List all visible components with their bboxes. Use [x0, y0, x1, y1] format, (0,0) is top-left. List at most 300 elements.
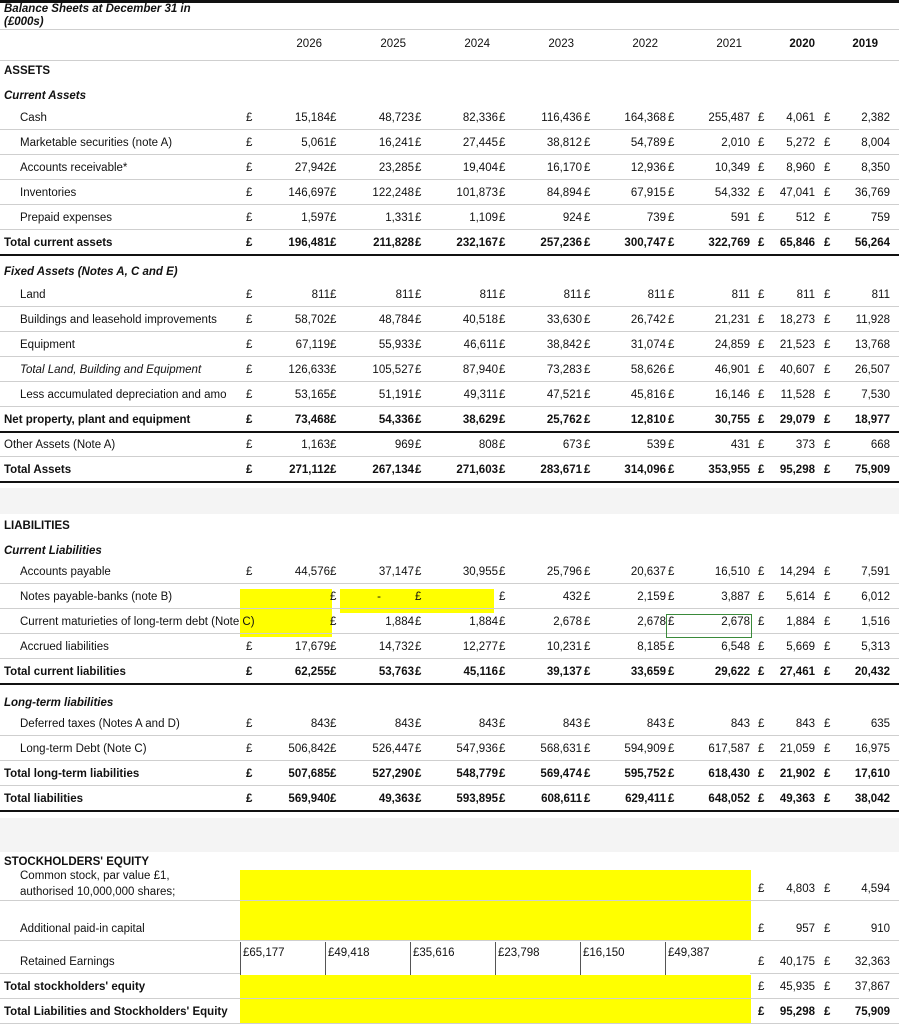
currency-symbol: £: [824, 566, 831, 578]
currency-symbol: £: [758, 464, 765, 476]
cell-value[interactable]: 507,685: [288, 768, 330, 780]
cell-value[interactable]: 811: [647, 289, 666, 301]
cell-value[interactable]: 49,311: [463, 389, 498, 401]
cell-value[interactable]: 10,231: [546, 641, 582, 653]
currency-symbol: £: [330, 616, 337, 628]
cell-value[interactable]: 232,167: [456, 237, 498, 249]
cell-value[interactable]: 267,134: [372, 464, 414, 476]
currency-symbol: £: [668, 666, 675, 678]
currency-symbol: £: [824, 1006, 831, 1018]
cell-value[interactable]: 27,942: [294, 162, 330, 174]
cell-value[interactable]: 31,074: [630, 339, 666, 351]
currency-symbol: £: [824, 883, 831, 895]
cell-value[interactable]: 300,747: [624, 237, 666, 249]
cell-value[interactable]: 255,487: [708, 112, 750, 124]
cell-value[interactable]: 146,697: [288, 187, 330, 199]
cell-value[interactable]: 53,763: [378, 666, 414, 678]
cell-value[interactable]: 54,332: [714, 187, 750, 199]
cell-value[interactable]: 25,762: [546, 414, 582, 426]
currency-symbol: £: [824, 641, 831, 653]
cell-value[interactable]: 547,936: [456, 743, 498, 755]
currency-symbol: £: [758, 1006, 765, 1018]
equity-value[interactable]: 45,935: [779, 981, 815, 993]
currency-symbol: £: [330, 237, 337, 249]
cell-value[interactable]: 506,842: [288, 743, 330, 755]
currency-symbol: £: [758, 414, 765, 426]
cell-value[interactable]: 33,659: [630, 666, 666, 678]
retained-earnings-cell[interactable]: [495, 942, 580, 975]
cell-value[interactable]: 5,313: [861, 641, 890, 653]
currency-symbol: £: [499, 464, 506, 476]
cell-value[interactable]: 20,637: [630, 566, 666, 578]
currency-symbol: £: [499, 364, 506, 376]
equity-value[interactable]: 95,298: [779, 1006, 815, 1018]
cell-value[interactable]: 12,936: [630, 162, 666, 174]
cell-value[interactable]: 843: [478, 718, 498, 730]
cell-value[interactable]: 21,231: [714, 314, 750, 326]
row-label: Land: [20, 289, 46, 301]
row-border: [0, 760, 899, 761]
currency-symbol: £: [499, 743, 506, 755]
cell-value[interactable]: 11,528: [780, 389, 815, 401]
currency-symbol: £: [499, 414, 506, 426]
cell-value[interactable]: 45,816: [630, 389, 666, 401]
retained-earnings-value: £49,387: [668, 947, 710, 959]
cell-value[interactable]: 21,059: [779, 743, 815, 755]
currency-symbol: £: [824, 981, 831, 993]
equity-value[interactable]: 910: [870, 923, 890, 935]
retained-earnings-cell[interactable]: [240, 942, 325, 975]
year-2020: 2020: [789, 38, 815, 50]
cell-value[interactable]: 843: [646, 718, 666, 730]
cell-value[interactable]: 75,909: [854, 464, 890, 476]
cell-value[interactable]: 322,769: [708, 237, 750, 249]
cell-value[interactable]: 13,768: [854, 339, 890, 351]
cell-value[interactable]: 6,548: [721, 641, 750, 653]
cell-value[interactable]: 101,873: [456, 187, 498, 199]
cell-value[interactable]: 30,955: [462, 566, 498, 578]
cell-value[interactable]: 16,241: [378, 137, 414, 149]
cell-value[interactable]: 548,779: [456, 768, 498, 780]
currency-symbol: £: [330, 137, 337, 149]
cell-value[interactable]: 283,671: [540, 464, 582, 476]
cell-value[interactable]: 17,610: [854, 768, 890, 780]
currency-symbol: £: [758, 743, 765, 755]
cell-value[interactable]: 21,902: [779, 768, 815, 780]
row-border: [0, 204, 899, 205]
cell-value[interactable]: 7,530: [861, 389, 890, 401]
cell-value[interactable]: 19,404: [462, 162, 498, 174]
cell-value[interactable]: 8,350: [861, 162, 890, 174]
cell-value[interactable]: 432: [562, 591, 582, 603]
cell-value[interactable]: 11,928: [855, 314, 890, 326]
currency-symbol: £: [499, 314, 506, 326]
currency-symbol: £: [499, 793, 506, 805]
currency-symbol: £: [758, 793, 765, 805]
cell-value[interactable]: 924: [562, 212, 582, 224]
year-2025: 2025: [380, 38, 406, 50]
cell-value[interactable]: -: [377, 591, 381, 603]
currency-symbol: £: [584, 187, 591, 199]
cell-value[interactable]: 23,285: [378, 162, 414, 174]
cell-value[interactable]: 8,185: [637, 641, 666, 653]
cell-value[interactable]: 47,041: [779, 187, 815, 199]
row-border: [0, 683, 899, 685]
cell-value[interactable]: 87,940: [462, 364, 498, 376]
currency-symbol: £: [758, 364, 765, 376]
cell-value[interactable]: 48,784: [378, 314, 414, 326]
currency-symbol: £: [499, 389, 506, 401]
currency-symbol: £: [330, 212, 337, 224]
cell-value[interactable]: 843: [394, 718, 414, 730]
cell-value[interactable]: 164,368: [624, 112, 666, 124]
currency-symbol: £: [415, 666, 422, 678]
cell-value[interactable]: 29,079: [779, 414, 815, 426]
currency-symbol: £: [584, 439, 591, 451]
currency-symbol: £: [499, 339, 506, 351]
cell-value[interactable]: 1,884: [385, 616, 414, 628]
year-2026: 2026: [296, 38, 322, 50]
cell-value[interactable]: 594,909: [624, 743, 666, 755]
cell-value[interactable]: 29,622: [714, 666, 750, 678]
currency-symbol: £: [499, 591, 506, 603]
currency-symbol: £: [415, 439, 422, 451]
cell-value[interactable]: 512: [795, 212, 815, 224]
currency-symbol: £: [824, 464, 831, 476]
row-label: Accrued liabilities: [20, 641, 109, 653]
cell-value[interactable]: 10,349: [714, 162, 750, 174]
cell-value[interactable]: 82,336: [462, 112, 498, 124]
cell-value[interactable]: 5,061: [301, 137, 330, 149]
cell-value[interactable]: 38,629: [462, 414, 498, 426]
currency-symbol: £: [584, 718, 591, 730]
currency-symbol: £: [415, 364, 422, 376]
equity-value[interactable]: 4,803: [786, 883, 815, 895]
cell-value[interactable]: 38,812: [546, 137, 582, 149]
currency-symbol: £: [824, 768, 831, 780]
cell-value[interactable]: 1,331: [385, 212, 414, 224]
cell-value[interactable]: 843: [310, 718, 330, 730]
cell-value[interactable]: 673: [562, 439, 582, 451]
cell-value[interactable]: 211,828: [373, 237, 414, 249]
currency-symbol: £: [668, 339, 675, 351]
equity-value[interactable]: 4,594: [861, 883, 890, 895]
cell-value[interactable]: 629,411: [625, 793, 666, 805]
row-label: Marketable securities (note A): [20, 137, 173, 149]
equity-value[interactable]: 37,867: [854, 981, 890, 993]
currency-symbol: £: [668, 389, 675, 401]
currency-symbol: £: [668, 414, 675, 426]
cell-value[interactable]: 16,510: [714, 566, 750, 578]
cell-value[interactable]: 7,591: [861, 566, 890, 578]
cell-value[interactable]: 591: [730, 212, 750, 224]
cell-value[interactable]: 843: [562, 718, 582, 730]
cell-value[interactable]: 58,626: [630, 364, 666, 376]
cell-value[interactable]: 353,955: [708, 464, 750, 476]
cell-value[interactable]: 20,432: [854, 666, 890, 678]
cell-value[interactable]: 48,723: [378, 112, 414, 124]
cell-value[interactable]: 811: [563, 289, 582, 301]
currency-symbol: £: [584, 339, 591, 351]
currency-symbol: £: [246, 237, 253, 249]
cell-value[interactable]: 95,298: [779, 464, 815, 476]
cell-value[interactable]: 739: [646, 212, 666, 224]
cell-value[interactable]: 568,631: [540, 743, 582, 755]
cell-value[interactable]: 67,915: [630, 187, 666, 199]
cell-value[interactable]: 62,255: [294, 666, 330, 678]
cell-value[interactable]: 668: [870, 439, 890, 451]
cell-value[interactable]: 648,052: [708, 793, 750, 805]
currency-symbol: £: [499, 566, 506, 578]
cell-value[interactable]: 635: [870, 718, 890, 730]
cell-value[interactable]: 539: [646, 439, 666, 451]
cell-value[interactable]: 44,576: [294, 566, 330, 578]
equity-value[interactable]: 32,363: [854, 956, 890, 968]
cell-value[interactable]: 40,607: [779, 364, 815, 376]
cell-value[interactable]: 811: [871, 289, 890, 301]
row-border: [0, 431, 899, 433]
cell-value[interactable]: 1,109: [469, 212, 498, 224]
cell-value[interactable]: 1,597: [301, 212, 330, 224]
cell-value[interactable]: 24,859: [714, 339, 750, 351]
retained-earnings-cell[interactable]: [665, 942, 750, 975]
currency-symbol: £: [499, 439, 506, 451]
currency-symbol: £: [758, 641, 765, 653]
currency-symbol: £: [668, 591, 675, 603]
cell-value[interactable]: 2,678: [553, 616, 582, 628]
cell-value[interactable]: 116,436: [541, 112, 582, 124]
cell-value[interactable]: 15,184: [294, 112, 330, 124]
cell-value[interactable]: 271,112: [289, 464, 330, 476]
row-border: [0, 810, 899, 812]
cell-value[interactable]: 608,611: [541, 793, 582, 805]
retained-earnings-cell[interactable]: [325, 942, 410, 975]
cell-value[interactable]: 73,468: [294, 414, 330, 426]
row-border: [0, 356, 899, 357]
cell-value[interactable]: 271,603: [456, 464, 498, 476]
equity-value[interactable]: 40,175: [779, 956, 815, 968]
cell-value[interactable]: 46,901: [714, 364, 750, 376]
cell-value[interactable]: 14,294: [779, 566, 815, 578]
currency-symbol: £: [584, 591, 591, 603]
year-2022: 2022: [632, 38, 658, 50]
currency-symbol: £: [668, 768, 675, 780]
cell-value[interactable]: 30,755: [714, 414, 750, 426]
cell-value[interactable]: 54,789: [630, 137, 666, 149]
cell-value[interactable]: 2,678: [637, 616, 666, 628]
cell-value[interactable]: 431: [730, 439, 750, 451]
cell-value[interactable]: 27,461: [779, 666, 815, 678]
cell-value[interactable]: 8,960: [786, 162, 815, 174]
currency-symbol: £: [758, 566, 765, 578]
cell-value[interactable]: 5,272: [786, 137, 815, 149]
currency-symbol: £: [330, 591, 337, 603]
cell-value[interactable]: 5,669: [786, 641, 815, 653]
cell-value[interactable]: 526,447: [372, 743, 414, 755]
highlight-notes-payable-2026: [240, 589, 332, 613]
row-border: [0, 998, 899, 999]
row-border: [0, 583, 899, 584]
cell-value[interactable]: 527,290: [372, 768, 414, 780]
cell-value[interactable]: 314,096: [624, 464, 666, 476]
cell-value[interactable]: 73,283: [546, 364, 582, 376]
cell-value[interactable]: 105,527: [372, 364, 414, 376]
cell-value[interactable]: 569,940: [288, 793, 330, 805]
cell-value[interactable]: 67,119: [295, 339, 330, 351]
cell-value[interactable]: 969: [394, 439, 414, 451]
cell-value[interactable]: 46,611: [463, 339, 498, 351]
currency-symbol: £: [330, 566, 337, 578]
cell-value[interactable]: 27,445: [462, 137, 498, 149]
equity-value[interactable]: 957: [795, 923, 815, 935]
cell-value[interactable]: 16,975: [854, 743, 890, 755]
cell-value[interactable]: 6,012: [861, 591, 890, 603]
cell-value[interactable]: 2,382: [861, 112, 890, 124]
cell-value[interactable]: 843: [795, 718, 815, 730]
cell-value[interactable]: 16,170: [546, 162, 582, 174]
cell-value[interactable]: 595,752: [624, 768, 666, 780]
currency-symbol: £: [330, 718, 337, 730]
currency-symbol: £: [824, 439, 831, 451]
cell-value[interactable]: 808: [478, 439, 498, 451]
year-2024: 2024: [464, 38, 490, 50]
cell-value[interactable]: 759: [870, 212, 890, 224]
cell-value[interactable]: 37,147: [378, 566, 414, 578]
cell-value[interactable]: 4,061: [786, 112, 815, 124]
cell-value[interactable]: 617,587: [708, 743, 750, 755]
cell-value[interactable]: 39,137: [546, 666, 582, 678]
row-label: Current maturieties of long-term debt (Note C): [20, 616, 255, 628]
cell-value[interactable]: 84,894: [546, 187, 582, 199]
cell-value[interactable]: 26,742: [630, 314, 666, 326]
retained-earnings-cell[interactable]: [580, 942, 665, 975]
cell-value[interactable]: 17,679: [294, 641, 330, 653]
cell-value[interactable]: 8,004: [861, 137, 890, 149]
equity-value[interactable]: 75,909: [854, 1006, 890, 1018]
cell-value[interactable]: 196,481: [288, 237, 330, 249]
cell-value[interactable]: 21,523: [779, 339, 815, 351]
cell-value[interactable]: 25,796: [546, 566, 582, 578]
cell-value[interactable]: 53,165: [294, 389, 330, 401]
currency-symbol: £: [499, 237, 506, 249]
cell-value[interactable]: 2,010: [721, 137, 750, 149]
cell-value[interactable]: 36,769: [854, 187, 890, 199]
cell-value[interactable]: 5,614: [786, 591, 815, 603]
cell-value[interactable]: 56,264: [854, 237, 890, 249]
cell-value[interactable]: 811: [311, 289, 330, 301]
cell-value[interactable]: 618,430: [708, 768, 750, 780]
current-liabilities-heading: Current Liabilities: [4, 545, 102, 557]
cell-value[interactable]: 55,933: [378, 339, 414, 351]
cell-value[interactable]: 12,810: [630, 414, 666, 426]
currency-symbol: £: [584, 289, 591, 301]
currency-symbol: £: [668, 187, 675, 199]
cell-value[interactable]: 12,277: [462, 641, 498, 653]
row-border: [0, 406, 899, 407]
cell-value[interactable]: 122,248: [372, 187, 414, 199]
retained-earnings-value: £16,150: [583, 947, 625, 959]
cell-value[interactable]: 126,633: [288, 364, 330, 376]
currency-symbol: £: [415, 718, 422, 730]
cell-value[interactable]: 49,363: [779, 793, 815, 805]
cell-value[interactable]: 40,518: [462, 314, 498, 326]
cell-value[interactable]: 2,678: [721, 616, 750, 628]
cell-value[interactable]: 49,363: [378, 793, 414, 805]
currency-symbol: £: [246, 162, 253, 174]
cell-value[interactable]: 1,516: [861, 616, 890, 628]
currency-symbol: £: [668, 464, 675, 476]
cell-value[interactable]: 811: [796, 289, 815, 301]
cell-value[interactable]: 47,521: [546, 389, 582, 401]
currency-symbol: £: [668, 364, 675, 376]
cell-value[interactable]: 569,474: [540, 768, 582, 780]
row-label: Total long-term liabilities: [4, 768, 140, 780]
currency-symbol: £: [758, 389, 765, 401]
cell-value[interactable]: 65,846: [779, 237, 815, 249]
cell-value[interactable]: 26,507: [854, 364, 890, 376]
cell-value[interactable]: 16,146: [714, 389, 750, 401]
cell-value[interactable]: 54,336: [378, 414, 414, 426]
cell-value[interactable]: 18,273: [779, 314, 815, 326]
cell-value[interactable]: 1,884: [469, 616, 498, 628]
cell-value[interactable]: 38,042: [854, 793, 890, 805]
cell-value[interactable]: 373: [795, 439, 815, 451]
cell-value[interactable]: 1,884: [786, 616, 815, 628]
currency-symbol: £: [499, 768, 506, 780]
retained-earnings-cell[interactable]: [410, 942, 495, 975]
currency-symbol: £: [668, 314, 675, 326]
cell-value[interactable]: 811: [731, 289, 750, 301]
fixed-assets-heading: Fixed Assets (Notes A, C and E): [4, 266, 178, 278]
cell-value[interactable]: 1,163: [301, 439, 330, 451]
currency-symbol: £: [246, 439, 253, 451]
currency-symbol: £: [415, 137, 422, 149]
currency-symbol: £: [499, 187, 506, 199]
cell-value[interactable]: 14,732: [378, 641, 414, 653]
cell-value[interactable]: 3,887: [721, 591, 750, 603]
currency-symbol: £: [668, 212, 675, 224]
currency-symbol: £: [584, 389, 591, 401]
cell-value[interactable]: 257,236: [540, 237, 582, 249]
currency-symbol: £: [499, 641, 506, 653]
cell-value[interactable]: 843: [730, 718, 750, 730]
row-label: Deferred taxes (Notes A and D): [20, 718, 180, 730]
cell-value[interactable]: 51,191: [378, 389, 414, 401]
currency-symbol: £: [330, 389, 337, 401]
cell-value[interactable]: 33,630: [546, 314, 582, 326]
header-line: [0, 29, 899, 30]
currency-symbol: £: [246, 641, 253, 653]
currency-symbol: £: [330, 339, 337, 351]
currency-symbol: £: [584, 768, 591, 780]
currency-symbol: £: [824, 212, 831, 224]
cell-value[interactable]: 811: [479, 289, 498, 301]
currency-symbol: £: [824, 289, 831, 301]
retained-earnings-value: £49,418: [328, 947, 370, 959]
cell-value[interactable]: 58,702: [294, 314, 330, 326]
cell-value[interactable]: 45,116: [463, 666, 498, 678]
cell-value[interactable]: 2,159: [637, 591, 666, 603]
currency-symbol: £: [584, 743, 591, 755]
cell-value[interactable]: 38,842: [546, 339, 582, 351]
currency-symbol: £: [246, 793, 253, 805]
cell-value[interactable]: 593,895: [456, 793, 498, 805]
cell-value[interactable]: 811: [395, 289, 414, 301]
cell-value[interactable]: 18,977: [854, 414, 890, 426]
selected-cell[interactable]: [666, 614, 752, 638]
currency-symbol: £: [246, 743, 253, 755]
current-assets-heading: Current Assets: [4, 90, 87, 102]
